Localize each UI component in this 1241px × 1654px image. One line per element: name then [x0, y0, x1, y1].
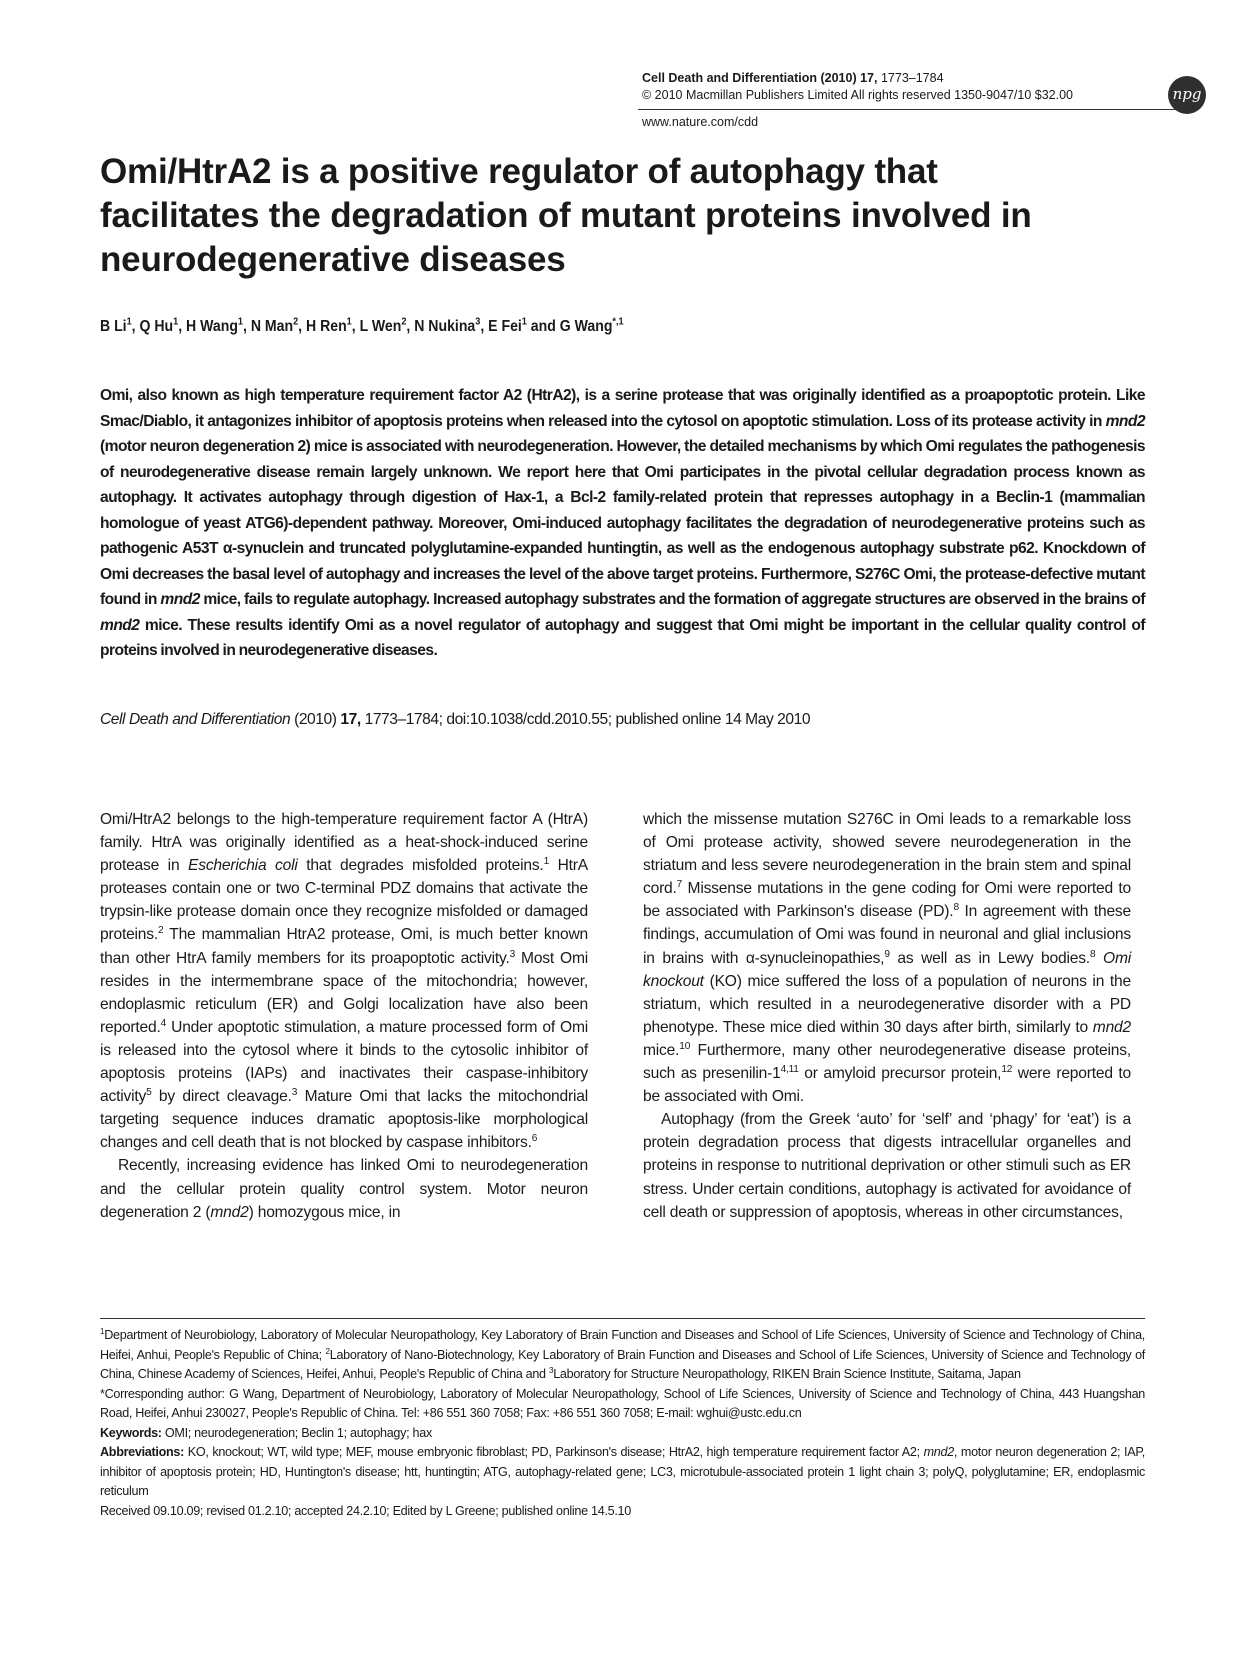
- page-range: 1773–1784: [880, 71, 944, 85]
- abbreviations: [100, 1443, 1145, 1502]
- body-column-right: [643, 808, 1131, 1224]
- author-name: G Wang: [559, 318, 613, 335]
- received-dates: Received 09.10.09; revised 01.2.10; accepted 24.2.10; Edited by L Greene; published online 14.5.10: [100, 1503, 631, 1518]
- body-paragraph: which the missense mutation S276C in Omi leads to a remarkable loss of Omi protease activity, showed severe neurodegeneration in the striatum and less severe neurodegeneration in the brain stem and spinal cord.$^7$ Missense mutations in the gene coding for Omi were reported to be associated with Parkinson's disease (PD).$^8$ In agreement with these findings, accumulation of Omi was found in neuronal and glial inclusions in brains with α-synucleinopathies,$^9$ as well as in Lewy bodies.$^8$ Omi knockout (KO) mice suffered the loss of a population of neurons in the striatum, which resulted in a neurodegenerative disorder with a PD phenotype. These mice died within 30 days after birth, similarly to mnd2 mice.$^{10}$ Furthermore, many other neurodegenerative disease proteins, such as presenilin-1$^{4,11}$ or amyloid precursor protein,$^{12}$ were reported to be associated with Omi.: [643, 811, 1131, 1106]
- author-name: H Wang: [186, 318, 238, 335]
- author-affiliation: *,1: [612, 316, 624, 328]
- citation-year: (2010): [294, 711, 337, 728]
- article-title: Omi/HtrA2 is a positive regulator of autophagy that facilitates the degradation of mutant proteins involved in neurodegenerative diseases: [100, 152, 1032, 279]
- author-affiliation: 1: [173, 316, 179, 328]
- header-rule: [638, 109, 1198, 110]
- author-name: E Fei: [488, 318, 522, 335]
- affiliations: $^1$Department of Neurobiology, Laboratory of Molecular Neuropathology, Key Laboratory of Brain Function and Diseases and School of Life Sciences, University of Science and Technology of China, Heifei, Anhui, People's Republic of China; $^2$Laboratory of Nano-Biotechnology, Key Laboratory of Brain Function and Diseases and School of Life Sciences, University of Science and Technology of China, Chinese Academy of Sciences, Heifei, Anhui, People's Republic of China and $^3$Laboratory for Structure Neuropathology, RIKEN Brain Science Institute, Saitama, Japan: [100, 1326, 1145, 1381]
- citation-journal: Cell Death and Differentiation: [100, 711, 291, 728]
- corresponding-author: *Corresponding author: G Wang, Department of Neurobiology, Laboratory of Molecular Neuropathology, School of Life Sciences, University of Science and Technology of China, 443 Huangshan Road, Heifei, Anhui 230027, People's Republic of China. Tel: +86 551 360 7058; Fax: +86 551 360 7058; E-mail: wghui@ustc.edu.cn: [100, 1386, 1145, 1420]
- author-affiliation: 2: [401, 316, 407, 328]
- copyright-line: © 2010 Macmillan Publishers Limited All rights reserved 1350-9047/10 $32.00: [642, 88, 1073, 102]
- citation-details: 1773–1784; doi:10.1038/cdd.2010.55; published online 14 May 2010: [364, 711, 811, 728]
- author-affiliation: 1: [237, 316, 244, 328]
- body-column-left: [100, 808, 588, 1224]
- journal-url[interactable]: www.nature.com/cdd: [642, 115, 759, 129]
- journal-name: Cell Death and Differentiation (2010) 17,: [642, 71, 878, 85]
- author-affiliation: 1: [126, 316, 132, 328]
- journal-header: [642, 70, 1202, 129]
- author-list: B Li$^1$, Q Hu$^1$, H Wang$^1$, N Man$^2$, H Ren$^1$, L Wen$^2$, N Nukina$^3$, E Fei$^1$ and G Wang$^{*,1}$: [100, 316, 624, 335]
- abstract: Omi, also known as high temperature requirement factor A2 (HtrA2), is a serine protease that was originally identified as a proapoptotic protein. Like Smac/Diablo, it antagonizes inhibitor of apoptosis proteins when released into the cytosol on apoptotic stimulation. Loss of its protease activity in mnd2 (motor neuron degeneration 2) mice is associated with neurodegeneration. However, the detailed mechanisms by which Omi regulates the pathogenesis of neurodegenerative disease remain largely unknown. We report here that Omi participates in the pivotal cellular degradation process known as autophagy. It activates autophagy through digestion of Hax-1, a Bcl-2 family-related protein that represses autophagy in a Beclin-1 (mammalian homologue of yeast ATG6)-dependent pathway. Moreover, Omi-induced autophagy facilitates the degradation of neurodegenerative proteins such as pathogenic A53T α-synuclein and truncated polyglutamine-expanded huntingtin, as well as the endogenous autophagy substrate p62. Knockdown of Omi decreases the basal level of autophagy and increases the level of the above target proteins. Furthermore, S276C Omi, the protease-defective mutant found in mnd2 mice, fails to regulate autophagy. Increased autophagy substrates and the formation of aggregate structures are observed in the brains of mnd2 mice. These results identify Omi as a novel regulator of autophagy and suggest that Omi might be important in the cellular quality control of proteins involved in neurodegenerative diseases.: [100, 387, 1145, 659]
- keywords-text: OMI; neurodegeneration; Beclin 1; autophagy; hax: [164, 1425, 432, 1440]
- citation-line: [100, 711, 1145, 729]
- author-affiliation: 2: [293, 316, 299, 328]
- author-affiliation: 1: [521, 316, 527, 328]
- body-paragraph: Omi/HtrA2 belongs to the high-temperature requirement factor A (HtrA) family. HtrA was originally identified as a heat-shock-induced serine protease in Escherichia coli that degrades misfolded proteins.$^1$ HtrA proteases contain one or two C-terminal PDZ domains that activate the trypsin-like protease domain once they recognize misfolded or damaged proteins.$^2$ The mammalian HtrA2 protease, Omi, is much better known than other HtrA family members for its proapoptotic activity.$^3$ Most Omi resides in the intermembrane space of the mitochondria; however, endoplasmic reticulum (ER) and Golgi localization have also been reported.$^4$ Under apoptotic stimulation, a mature processed form of Omi is released into the cytosol where it binds to the cytosolic inhibitor of apoptosis proteins (IAPs) and inactivates their caspase-inhibitory activity$^5$ by direct cleavage.$^3$ Mature Omi that lacks the mitochondrial targeting sequence induces dramatic apoptosis-like morphological changes and cell death that is not blocked by caspase inhibitors.$^6$: [100, 811, 588, 1152]
- footnotes: [100, 1326, 1145, 1521]
- abbreviations-text: KO, knockout; WT, wild type; MEF, mouse embryonic fibroblast; PD, Parkinson's disease; HtrA2, high temperature requirement factor A2; mnd2, motor neuron degeneration 2; IAP, inhibitor of apoptosis protein; HD, Huntington's disease; htt, huntingtin; ATG, autophagy-related gene; LC3, microtubule-associated protein 1 light chain 3; polyQ, polyglutamine; ER, endoplasmic reticulum: [100, 1445, 1145, 1498]
- body-paragraph: Recently, increasing evidence has linked Omi to neurodegeneration and the cellular protein quality control system. Motor neuron degeneration 2 (mnd2) homozygous mice, in: [100, 1157, 588, 1221]
- author-affiliation: 3: [475, 316, 481, 328]
- footnote-rule: [100, 1318, 1145, 1319]
- body-paragraph: Autophagy (from the Greek ‘auto’ for ‘self’ and ‘phagy’ for ‘eat’) is a protein degradation process that digests intracellular organelles and proteins in response to nutritional deprivation or other stimuli such as ER stress. Under certain conditions, autophagy is activated for avoidance of cell death or suppression of apoptosis, whereas in other circumstances,: [643, 1111, 1131, 1221]
- author-name: N Man: [250, 318, 294, 335]
- author-name: N Nukina: [414, 318, 476, 335]
- author-name: H Ren: [305, 318, 347, 335]
- keywords: [100, 1424, 1145, 1444]
- keywords-label: Keywords:: [100, 1425, 162, 1440]
- author-name: Q Hu: [139, 318, 174, 335]
- citation-volume: 17,: [340, 711, 361, 728]
- npg-logo: npg: [1168, 76, 1206, 114]
- author-affiliation: 1: [346, 316, 352, 328]
- author-name: L Wen: [359, 318, 402, 335]
- abbreviations-label: Abbreviations:: [100, 1445, 184, 1459]
- author-name: B Li: [100, 318, 127, 335]
